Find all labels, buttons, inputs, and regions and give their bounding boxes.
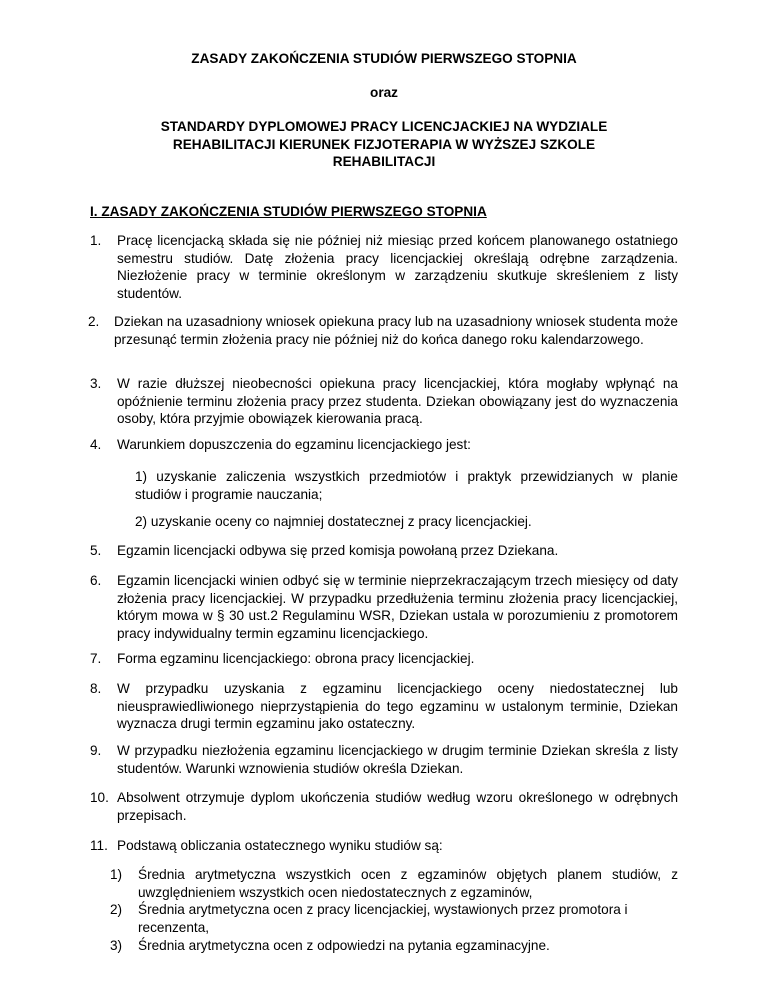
list-item-text: Forma egzaminu licencjackiego: obrona pracy licencjackiej. (117, 651, 475, 666)
list-item-number: 8. (90, 681, 102, 696)
sub-item-text: Średnia arytmetyczna wszystkich ocen z egzaminów objętych planem studiów, z uwzględnieniem wszystkich ocen niedostatecznych z egzaminów, (138, 867, 678, 900)
list-item-text: Egzamin licencjacki winien odbyć się w terminie nieprzekraczającym trzech miesięcy od daty złożenia pracy licencjackiej. W przypadku przedłużenia terminu złożenia pracy licencjackiej, którym mowa w § 30 ust.2 Regulaminu WSR, Dziekan ustala w porozumieniu z promotorem pracy indywidualny termin egzaminu licencjackiego. (117, 573, 678, 642)
sub-item-number: 3) (110, 937, 123, 953)
list-item-number: 5. (90, 543, 102, 558)
title-conjunction: oraz (370, 85, 398, 100)
list-item (90, 232, 678, 303)
section-heading: I. ZASADY ZAKOŃCZENIA STUDIÓW PIERWSZEGO STOPNIA (90, 204, 487, 219)
list-item (90, 436, 678, 454)
sub-item: 2) uzyskanie oceny co najmniej dostatecznej z pracy licencjackiej. (135, 514, 532, 529)
list-item-number: 7. (90, 651, 102, 666)
list-item (90, 542, 678, 560)
sub-item-text: Średnia arytmetyczna ocen z pracy licencjackiej, wystawionych przez promotora i recenzenta, (138, 902, 628, 936)
list-item-number: 4. (90, 437, 102, 452)
list-item (90, 789, 678, 824)
ordered-sublist (110, 866, 678, 954)
sub-item: 1) uzyskanie zaliczenia wszystkich przedmiotów i praktyk przewidzianych w planie studiów i programie nauczania; (135, 469, 678, 502)
document-title: ZASADY ZAKOŃCZENIA STUDIÓW PIERWSZEGO STOPNIA (191, 51, 577, 66)
list-item-text: Dziekan na uzasadniony wniosek opiekuna pracy lub na uzasadniony wniosek studenta może przesunąć termin złożenia pracy nie później niż do końca danego roku kalendarzowego. (114, 314, 678, 347)
list-item-text: W razie dłuższej nieobecności opiekuna pracy licencjackiej, która mogłaby wpłynąć na opóźnienie terminu złożenia pracy przez studenta. Dziekan obowiązany jest do wyznaczenia osoby, która przyjmie obowiązek kierowania pracą. (117, 376, 678, 427)
list-item-number: 1. (90, 233, 102, 248)
document-subtitle: STANDARDY DYPLOMOWEJ PRACY LICENCJACKIEJ NA WYDZIALE REHABILITACJI KIERUNEK FIZJOTERAPIA W WYŻSZEJ SZKOLE REHABILITACJI (160, 119, 608, 170)
list-item-text: Egzamin licencjacki odbywa się przed komisja powołaną przez Dziekana. (117, 543, 559, 558)
sub-item (110, 901, 678, 936)
sub-item-text: Średnia arytmetyczna ocen z odpowiedzi na pytania egzaminacyjne. (138, 937, 550, 953)
sub-item-number: 2) (110, 902, 123, 918)
list-item-number: 10. (90, 790, 109, 805)
list-item-text: W przypadku niezłożenia egzaminu licencjackiego w drugim terminie Dziekan skreśla z listy studentów. Warunki wznowienia studiów określa Dziekan. (117, 743, 678, 776)
list-item-text: Podstawą obliczania ostatecznego wyniku studiów są: (117, 838, 443, 853)
list-item-text: Pracę licencjacką składa się nie później niż miesiąc przed końcem planowanego ostatniego semestru studiów. Datę złożenia pracy licencjackiej określają odrębne zarządzenia. Niezłożenie pracy w terminie określonym w zarządzeniu skutkuje skreśleniem z listy studentów. (117, 233, 678, 302)
list-item (90, 742, 678, 777)
list-item-number: 2. (88, 314, 100, 329)
list-item-number: 11. (90, 838, 108, 853)
list-item (90, 572, 678, 643)
list-item (90, 650, 678, 668)
list-item (90, 375, 678, 428)
list-item-number: 6. (90, 573, 102, 588)
sub-item (110, 937, 678, 955)
list-item-text: Warunkiem dopuszczenia do egzaminu licencjackiego jest: (117, 437, 471, 452)
list-item-number: 9. (90, 743, 102, 758)
list-item (90, 837, 678, 855)
list-item-number: 3. (90, 376, 102, 391)
list-item-text: W przypadku uzyskania z egzaminu licencjackiego oceny niedostatecznej lub nieusprawiedliwionego nieprzystąpienia do tego egzaminu w ustalonym terminie, Dziekan wyznacza drugi termin egzaminu jako ostateczny. (117, 681, 678, 732)
list-item-text: Absolwent otrzymuje dyplom ukończenia studiów według wzoru określonego w odrębnych przepisach. (117, 790, 678, 823)
list-item (88, 313, 678, 348)
sub-item-number: 1) (110, 867, 123, 882)
list-item (90, 680, 678, 733)
sub-item (110, 866, 678, 901)
